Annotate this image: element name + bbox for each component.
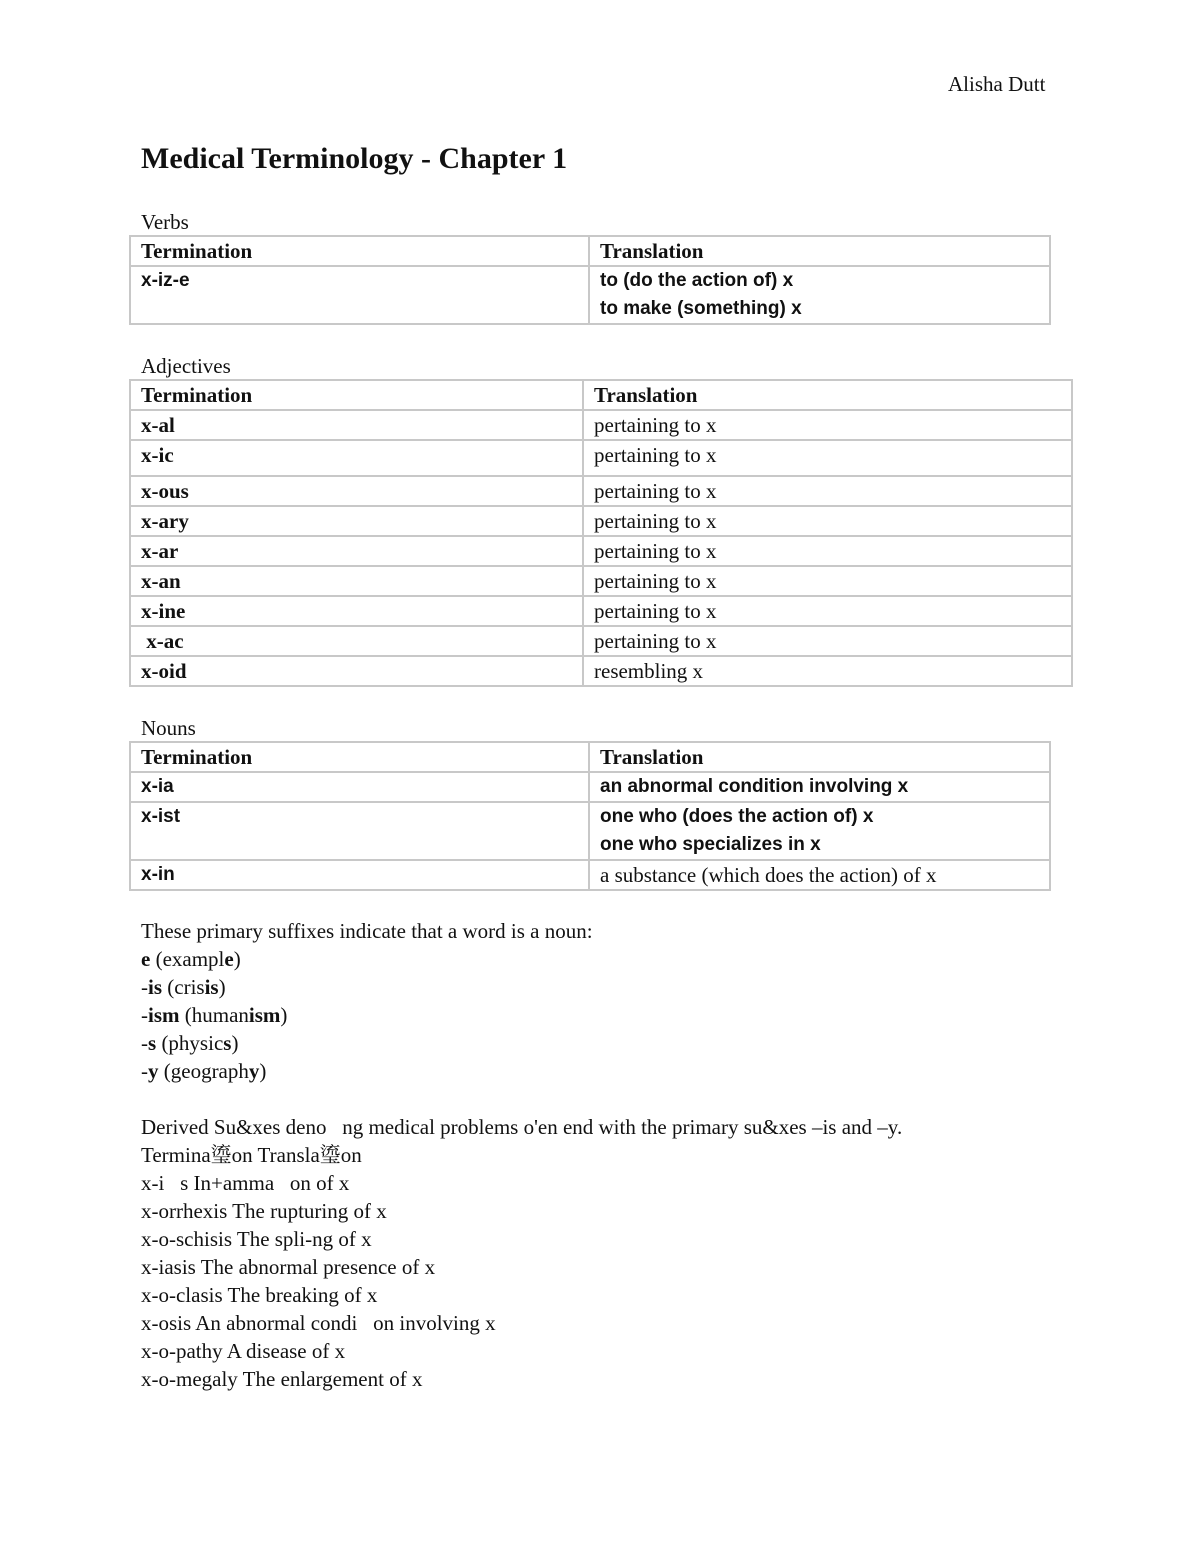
- list-item: x-iasis The abnormal presence of x: [141, 1255, 436, 1279]
- adjectives-label: Adjectives: [141, 354, 231, 378]
- table-row: [130, 266, 1050, 324]
- translation-cell: pertaining to x: [583, 596, 1072, 626]
- translation-cell: pertaining to x: [583, 626, 1072, 656]
- verbs-label: Verbs: [141, 210, 189, 234]
- term-cell: x-ar: [130, 536, 583, 566]
- table-row: [130, 626, 1072, 656]
- table-row: [130, 410, 1072, 440]
- translation-cell: [589, 802, 1050, 860]
- term-cell: x-ous: [130, 476, 583, 506]
- table-row: [130, 506, 1072, 536]
- column-header-translation: Translation: [583, 380, 1072, 410]
- table-row: [130, 476, 1072, 506]
- derived-suffixes-section: [141, 1113, 902, 1393]
- table-header-row: [130, 236, 1050, 266]
- term-cell: x-ary: [130, 506, 583, 536]
- translation-cell: pertaining to x: [583, 410, 1072, 440]
- table-row: [130, 860, 1050, 890]
- translation-line: to (do the action of) x: [600, 270, 794, 291]
- primary-suffixes-intro: These primary suffixes indicate that a word is a noun:: [141, 919, 593, 943]
- translation-cell: resembling x: [583, 656, 1072, 686]
- translation-cell: pertaining to x: [583, 476, 1072, 506]
- translation-cell: a substance (which does the action) of x: [589, 860, 1050, 890]
- term-cell: x-al: [130, 410, 583, 440]
- translation-cell: [589, 266, 1050, 324]
- list-item: -s (physics): [141, 1031, 239, 1055]
- table-row: [130, 772, 1050, 802]
- term-cell: x-an: [130, 566, 583, 596]
- primary-suffixes-section: [141, 917, 593, 1085]
- translation-cell: pertaining to x: [583, 440, 1072, 476]
- derived-suffixes-intro: Derived Su&xes deno ng medical problems o'en end with the primary su&xes –is and –y.: [141, 1115, 903, 1139]
- column-header-termination: Termination: [130, 236, 589, 266]
- list-item: x-o-megaly The enlargement of x: [141, 1367, 423, 1391]
- list-item: x-o-pathy A disease of x: [141, 1339, 346, 1363]
- list-item: e (example): [141, 947, 241, 971]
- term-cell: x-ia: [130, 772, 589, 802]
- column-header-translation: Translation: [589, 742, 1050, 772]
- translation-line: one who (does the action of) x: [600, 806, 874, 827]
- table-row: [130, 536, 1072, 566]
- list-item: x-i s In+amma on of x: [141, 1171, 350, 1195]
- list-item: x-osis An abnormal condi on involving x: [141, 1311, 496, 1335]
- term-cell: x-oid: [130, 656, 583, 686]
- translation-cell: pertaining to x: [583, 506, 1072, 536]
- list-item: x-o-clasis The breaking of x: [141, 1283, 378, 1307]
- adjectives-table: [129, 379, 1073, 687]
- translation-cell: pertaining to x: [583, 566, 1072, 596]
- table-row: [130, 596, 1072, 626]
- term-cell: x-in: [130, 860, 589, 890]
- list-item: x-o-schisis The spli-ng of x: [141, 1227, 372, 1251]
- column-header-termination: Termination: [130, 742, 589, 772]
- list-item: x-orrhexis The rupturing of x: [141, 1199, 387, 1223]
- term-cell: x-ist: [130, 802, 589, 860]
- table-row: [130, 656, 1072, 686]
- term-cell: x-ine: [130, 596, 583, 626]
- term-cell: x-ic: [130, 440, 583, 476]
- column-header-translation: Translation: [589, 236, 1050, 266]
- term-cell: x-iz-e: [130, 266, 589, 324]
- author-name: Alisha Dutt: [948, 72, 1046, 96]
- table-header-row: [130, 380, 1072, 410]
- table-row: [130, 802, 1050, 860]
- table-row: [130, 566, 1072, 596]
- table-header-row: [130, 742, 1050, 772]
- list-item: Termina瑬on Transla瑬on: [141, 1143, 362, 1167]
- list-item: -is (crisis): [141, 975, 226, 999]
- table-row: [130, 440, 1072, 476]
- nouns-label: Nouns: [141, 716, 196, 740]
- column-header-termination: Termination: [130, 380, 583, 410]
- translation-cell: pertaining to x: [583, 536, 1072, 566]
- page-title: Medical Terminology - Chapter 1: [141, 142, 568, 175]
- translation-line: to make (something) x: [600, 298, 802, 319]
- verbs-table: [129, 235, 1051, 325]
- translation-line: one who specializes in x: [600, 834, 821, 855]
- list-item: -y (geography): [141, 1059, 267, 1083]
- list-item: -ism (humanism): [141, 1003, 288, 1027]
- nouns-table: [129, 741, 1051, 891]
- term-cell: x-ac: [130, 626, 583, 656]
- translation-cell: an abnormal condition involving x: [589, 772, 1050, 802]
